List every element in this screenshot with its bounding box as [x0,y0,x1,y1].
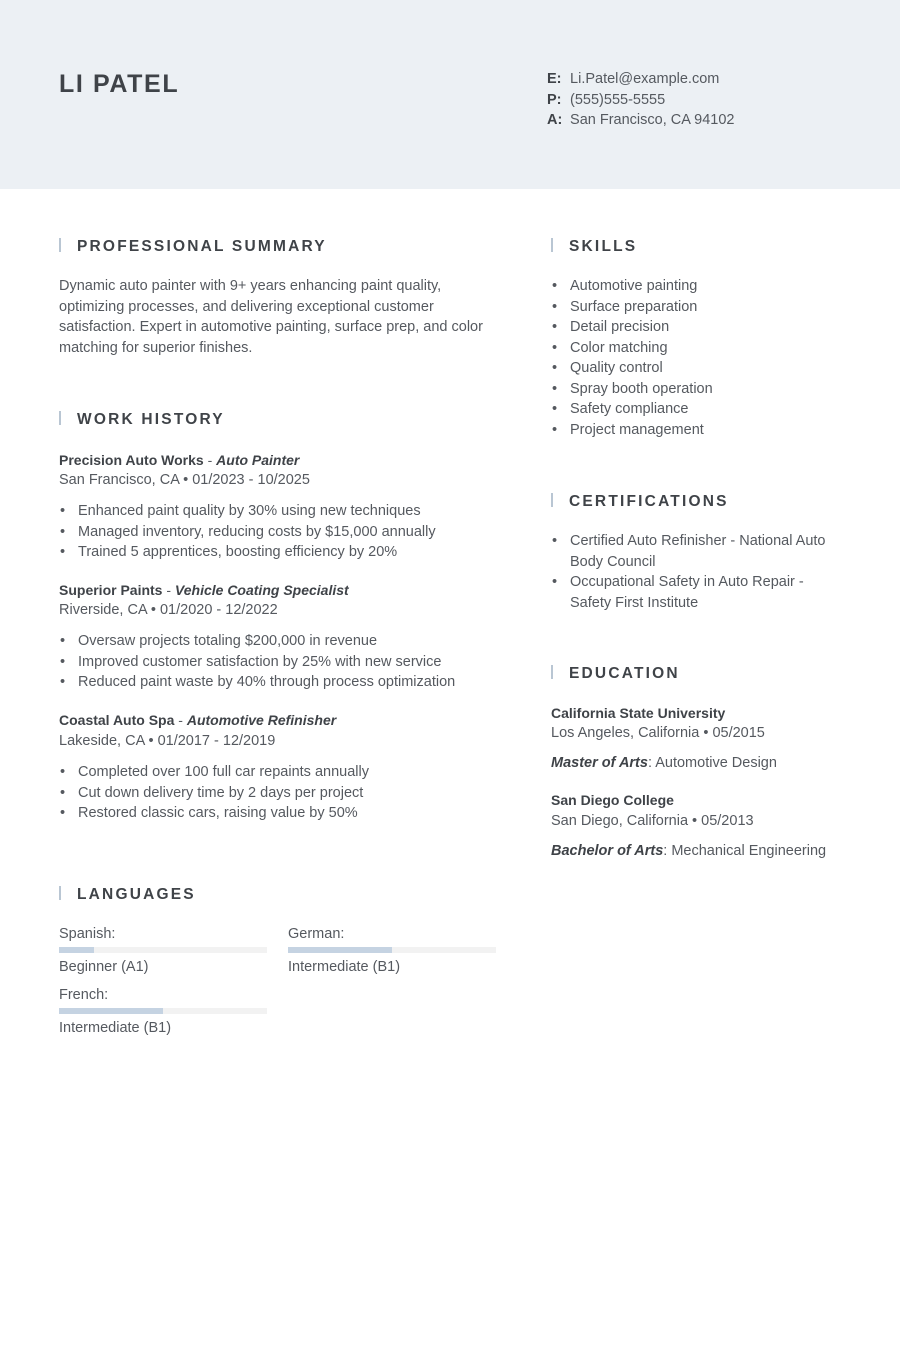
language-bar-track [288,947,496,953]
languages-heading [59,886,196,904]
work-heading [59,411,225,429]
language-name: Spanish: [59,926,116,942]
job-role: Vehicle Coating Specialist [174,582,349,598]
list-item: • Occupational Safety in Auto Repair - Safety First Institute [551,572,841,613]
contact-email-row [547,69,734,90]
degree-field: : Mechanical Engineering [663,843,827,859]
email-label: E: [547,71,562,87]
list-item: • Surface preparation [551,297,851,318]
education-heading [551,665,680,683]
degree-field: : Automotive Design [647,755,777,771]
section-accent-bar [59,238,61,252]
list-item: • Oversaw projects totaling $200,000 in revenue [59,631,499,652]
degree-name: Bachelor of Arts [551,843,664,859]
summary-heading [59,238,327,256]
list-item: • Quality control [551,358,851,379]
job-company: Precision Auto Works [59,452,204,468]
job-bullets [59,631,499,693]
job-role: Automotive Refinisher [186,712,337,728]
education-meta: Los Angeles, California • 05/2015 [551,725,765,741]
list-item: • Reduced paint waste by 40% through process optimization [59,672,499,693]
list-item: • Detail precision [551,317,851,338]
job-header [59,580,349,601]
list-item: • Trained 5 apprentices, boosting efficiency by 20% [59,542,499,563]
language-item [59,924,267,977]
language-name: French: [59,987,109,1003]
list-item: • Color matching [551,338,851,359]
education-school: San Diego College [551,792,674,808]
list-item: • Completed over 100 full car repaints annually [59,762,499,783]
list-item: • Safety compliance [551,399,851,420]
email-value: Li.Patel@example.com [570,71,720,87]
section-accent-bar [551,665,553,679]
work-heading-text: WORK HISTORY [77,411,225,428]
language-bar-fill [59,947,94,953]
address-label: A: [547,112,563,128]
education-heading-text: EDUCATION [569,665,680,682]
education-degree [551,753,777,774]
language-bar-track [59,1008,267,1014]
candidate-name: LI PATEL [59,70,180,98]
language-level: Beginner (A1) [59,959,149,975]
language-bar-fill [59,1008,163,1014]
job-separator: - [174,712,187,728]
section-accent-bar [59,886,61,900]
phone-value: (555)555-5555 [570,91,666,108]
education-school: California State University [551,705,726,721]
education-meta: San Diego, California • 05/2013 [551,813,754,829]
list-item: • Managed inventory, reducing costs by $15,000 annually [59,522,499,543]
address-value: San Francisco, CA 94102 [570,112,735,128]
skills-heading [551,238,637,256]
job-header [59,450,299,471]
contact-block [547,69,734,131]
resume-header [0,0,900,189]
job-meta: Lakeside, CA • 01/2017 - 12/2019 [59,733,276,749]
job-separator: - [162,582,175,598]
certifications-list [551,531,841,613]
education-degree [551,841,826,862]
list-item: • Cut down delivery time by 2 days per project [59,783,499,804]
certifications-heading [551,493,729,511]
summary-heading-text: PROFESSIONAL SUMMARY [77,238,327,255]
list-item: • Enhanced paint quality by 30% using new techniques [59,501,499,522]
contact-phone-row [547,90,734,111]
job-header [59,710,336,731]
summary-text: Dynamic auto painter with 9+ years enhancing paint quality, optimizing processes, and delivering exceptional customer satisfaction. Expert in automotive painting, surface prep, and color matching for superior finishes. [59,278,483,356]
language-item [59,985,267,1038]
language-level: Intermediate (B1) [59,1020,172,1036]
list-item: • Restored classic cars, raising value by 50% [59,803,499,824]
phone-label: P: [547,91,562,108]
list-item: • Automotive painting [551,276,851,297]
job-company: Superior Paints [59,582,163,598]
skills-heading-text: SKILLS [569,238,638,255]
list-item: • Improved customer satisfaction by 25% with new service [59,652,499,673]
job-meta: San Francisco, CA • 01/2023 - 10/2025 [59,472,310,488]
skills-list [551,276,851,440]
languages-heading-text: LANGUAGES [77,886,196,903]
contact-address-row [547,110,734,131]
language-bar-fill [288,947,392,953]
list-item: • Certified Auto Refinisher - National Auto Body Council [551,531,841,572]
job-meta: Riverside, CA • 01/2020 - 12/2022 [59,602,278,618]
language-name: German: [288,926,345,942]
certifications-heading-text: CERTIFICATIONS [569,493,729,510]
language-item [288,924,496,977]
section-accent-bar [59,411,61,425]
language-level: Intermediate (B1) [288,959,401,975]
job-bullets [59,762,499,824]
list-item: • Project management [551,420,851,441]
degree-name: Master of Arts [551,755,648,771]
section-accent-bar [551,493,553,507]
job-company: Coastal Auto Spa [59,712,175,728]
language-bar-track [59,947,267,953]
job-role: Auto Painter [216,452,300,468]
job-bullets [59,501,499,563]
section-accent-bar [551,238,553,252]
job-separator: - [203,452,217,468]
list-item: • Spray booth operation [551,379,851,400]
